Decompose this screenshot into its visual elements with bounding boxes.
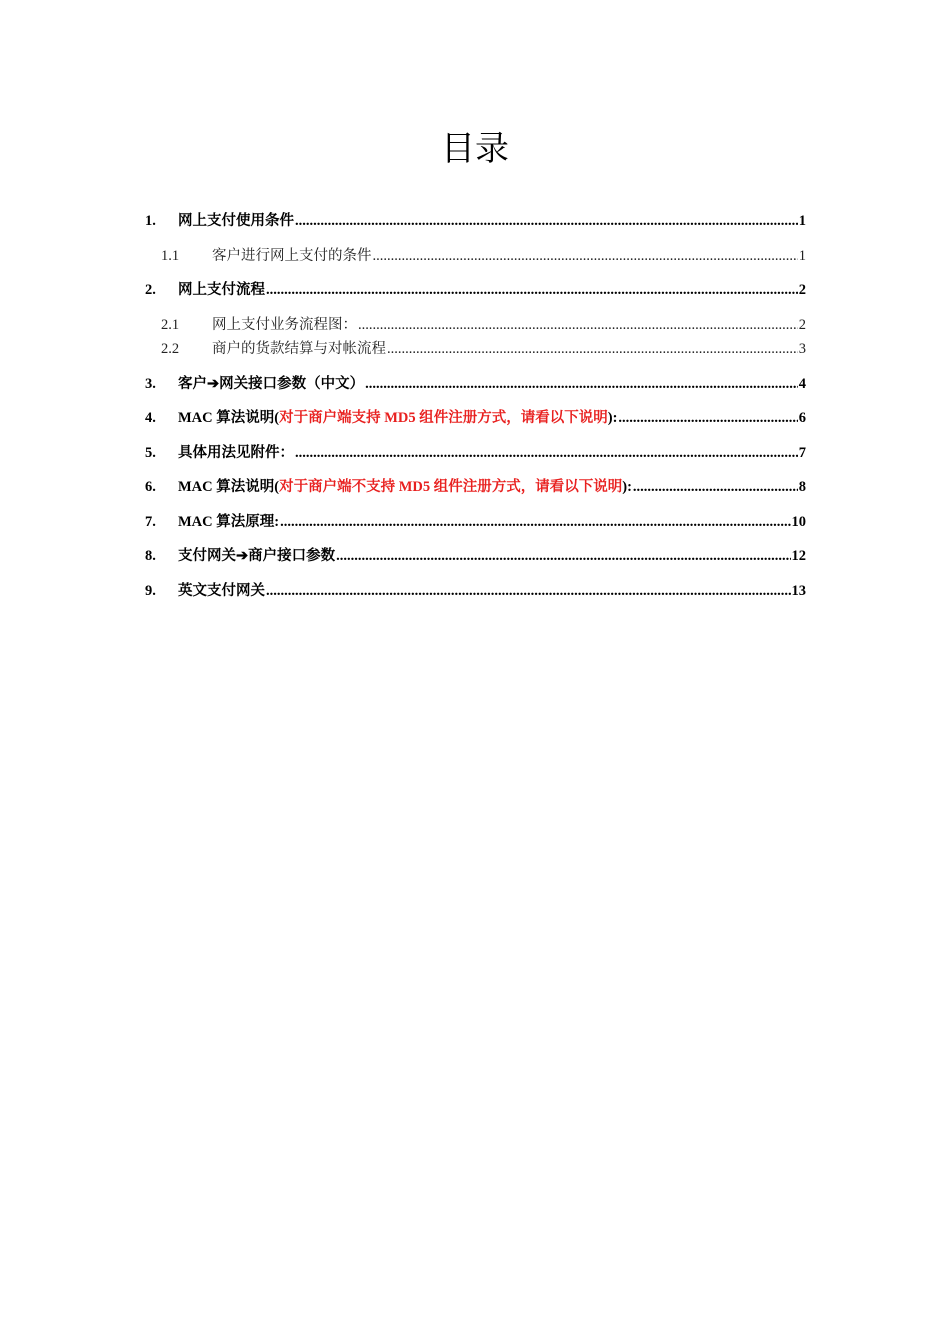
toc-entry-page: 1 xyxy=(798,213,806,229)
toc-entry-number: 1. xyxy=(145,213,156,229)
toc-entry-number: 1.1 xyxy=(161,248,180,264)
toc-text-highlight: 对于商户端不支持 MD5 组件注册方式，请看以下说明 xyxy=(279,479,623,495)
dot-leader xyxy=(633,476,798,498)
dot-leader xyxy=(387,338,798,360)
toc-entry-number: 2.2 xyxy=(161,341,180,357)
toc-text-prefix: MAC 算法说明( xyxy=(178,479,280,495)
toc-entry-text: 网上支付流程 xyxy=(178,282,265,298)
toc-entry-text: 支付网关➔商户接口参数 xyxy=(178,548,336,564)
toc-entry-page: 10 xyxy=(791,514,806,530)
toc-entry-page: 2 xyxy=(798,317,806,333)
toc-entry-page: 12 xyxy=(791,548,806,564)
toc-entry-page: 3 xyxy=(798,341,806,357)
toc-entry-number: 8. xyxy=(145,548,156,564)
toc-entry-2[interactable] xyxy=(145,279,806,301)
toc-entry-page: 6 xyxy=(798,410,806,426)
dot-leader xyxy=(336,545,790,567)
dot-leader xyxy=(295,442,798,464)
toc-entry-number: 2.1 xyxy=(161,317,180,333)
toc-entry-number: 4. xyxy=(145,410,156,426)
toc-entry-9[interactable] xyxy=(145,580,806,602)
toc-entry-6[interactable] xyxy=(145,476,806,498)
toc-text-highlight: 对于商户端支持 MD5 组件注册方式，请看以下说明 xyxy=(279,410,608,426)
toc-text-prefix: MAC 算法说明( xyxy=(178,410,280,426)
toc-entry-number: 9. xyxy=(145,583,156,599)
toc-title: 目录 xyxy=(441,131,509,168)
toc-text-suffix: ): xyxy=(607,410,618,426)
toc-entry-number: 5. xyxy=(145,445,156,461)
dot-leader xyxy=(266,279,798,301)
toc-entry-1-1[interactable] xyxy=(145,245,806,267)
dot-leader xyxy=(295,210,798,232)
toc-entry-4[interactable] xyxy=(145,407,806,429)
toc-entry-2-1[interactable] xyxy=(145,314,806,336)
toc-entry-text: 具体用法见附件： xyxy=(178,445,294,461)
toc-entry-8[interactable] xyxy=(145,545,806,567)
toc-entry-page: 1 xyxy=(798,248,806,264)
toc-entry-text: 商户的货款结算与对帐流程 xyxy=(212,341,386,357)
toc-entry-text: 客户➔网关接口参数（中文） xyxy=(178,376,365,392)
toc-entry-text: 网上支付业务流程图： xyxy=(212,317,357,333)
dot-leader xyxy=(358,314,798,336)
toc-entry-text: 英文支付网关 xyxy=(178,583,265,599)
toc-entry-7[interactable] xyxy=(145,511,806,533)
toc-entry-page: 2 xyxy=(798,282,806,298)
toc-entry-page: 13 xyxy=(791,583,806,599)
toc-entry-number: 3. xyxy=(145,376,156,392)
toc-entry-page: 4 xyxy=(798,376,806,392)
dot-leader xyxy=(280,511,790,533)
dot-leader xyxy=(266,580,791,602)
toc-entry-1[interactable] xyxy=(145,210,806,232)
toc-entry-number: 2. xyxy=(145,282,156,298)
toc-entry-text: MAC 算法原理: xyxy=(178,514,280,530)
toc-entry-3[interactable] xyxy=(145,373,806,395)
toc-entry-page: 8 xyxy=(798,479,806,495)
toc-entry-2-2[interactable] xyxy=(145,338,806,360)
toc-entry-text xyxy=(178,476,632,498)
toc-entry-text: 客户进行网上支付的条件 xyxy=(212,248,372,264)
toc-text-suffix: ): xyxy=(622,479,632,495)
dot-leader xyxy=(618,407,797,429)
dot-leader xyxy=(373,245,798,267)
toc-entry-5[interactable] xyxy=(145,442,806,464)
toc-entry-number: 7. xyxy=(145,514,156,530)
dot-leader xyxy=(365,373,798,395)
toc-entry-number: 6. xyxy=(145,479,156,495)
toc-entry-page: 7 xyxy=(798,445,806,461)
toc-entry-text: 网上支付使用条件 xyxy=(178,213,294,229)
toc-entry-text xyxy=(178,407,617,429)
